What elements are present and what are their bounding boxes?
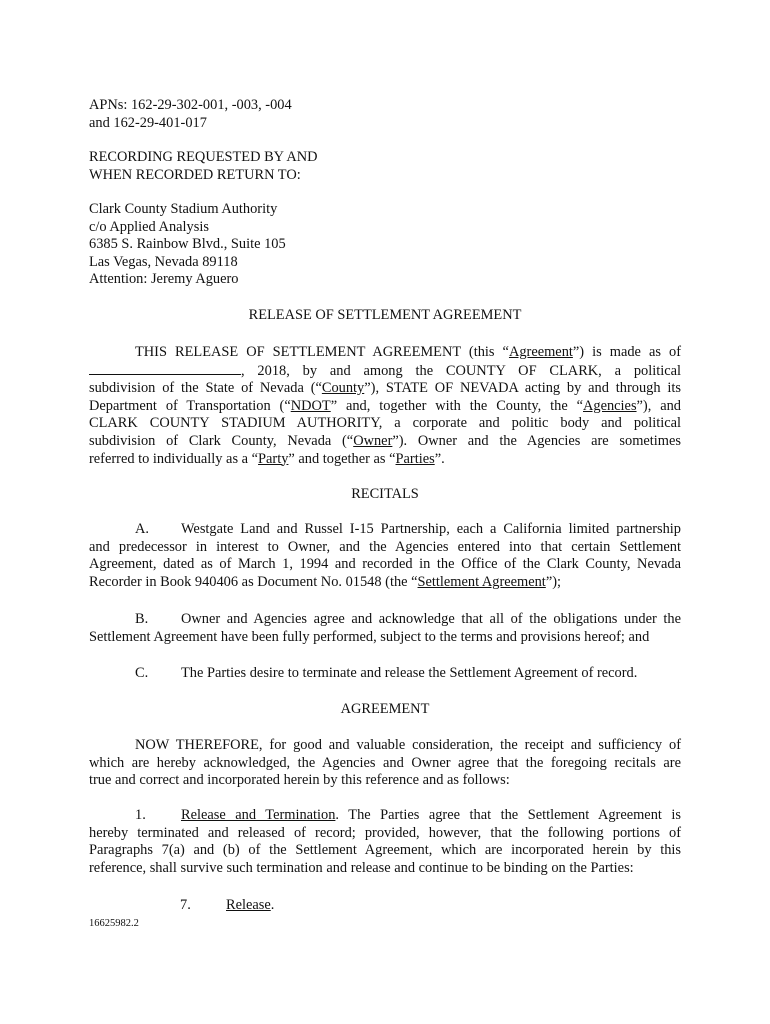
intro-line-7: referred to individually as a “Party” and together as “Parties”. <box>89 450 445 467</box>
intro-line-5: CLARK COUNTY STADIUM AUTHORITY, a corporate and politic body and political <box>89 415 681 432</box>
intro-paragraph <box>89 344 681 468</box>
recital-a-line-2: and predecessor in interest to Owner, and the Agencies entered into that certain Settlement <box>89 538 681 555</box>
intro-line-6: subdivision of Clark County, Nevada (“Owner”). Owner and the Agencies are sometimes <box>89 432 681 449</box>
recital-a-line-1: A. Westgate Land and Russel I-15 Partnership, each a California limited partnership <box>135 521 681 537</box>
defined-term-party: Party <box>258 450 289 467</box>
address-line: Las Vegas, Nevada 89118 <box>89 253 238 270</box>
recording-line-2: WHEN RECORDED RETURN TO: <box>89 166 301 183</box>
recital-b <box>89 611 681 646</box>
now-therefore-line-1: NOW THEREFORE, for good and valuable consideration, the receipt and sufficiency of <box>135 737 681 753</box>
address-line: Attention: Jeremy Aguero <box>89 271 239 288</box>
section-7-line: 7. Release. <box>180 897 275 913</box>
section-7-title: Release <box>226 897 271 913</box>
recital-c <box>89 665 681 683</box>
address-line: Clark County Stadium Authority <box>89 201 278 217</box>
recital-c-line-1: C. The Parties desire to terminate and release the Settlement Agreement of record. <box>135 665 638 681</box>
defined-term-owner: Owner <box>353 432 393 449</box>
recital-a-line-3: Agreement, dated as of March 1, 1994 and recorded in the Office of the Clark County, Nevada <box>89 556 681 573</box>
now-therefore-line-2: which are hereby acknowledged, the Agencies and Owner agree that the foregoing recitals are <box>89 754 681 771</box>
recital-c-marker: C. <box>135 665 149 681</box>
intro-line-2: , 2018, by and among the COUNTY OF CLARK, a political <box>89 362 681 381</box>
recording-line-1: RECORDING REQUESTED BY AND <box>89 149 318 165</box>
document-id: 16625982.2 <box>89 918 139 929</box>
defined-term-ndot: NDOT <box>290 397 331 414</box>
defined-term-agreement: Agreement <box>508 344 573 360</box>
recital-a-marker: A. <box>135 521 149 537</box>
recital-b-line-2: Settlement Agreement have been fully performed, subject to the terms and provisions hereof; and <box>89 628 650 645</box>
section-1-line-2: hereby terminated and released of record; provided, however, that the following portions of <box>89 824 681 841</box>
intro-line-1: THIS RELEASE OF SETTLEMENT AGREEMENT (this “Agreement”) is made as of <box>135 344 682 360</box>
return-address <box>89 201 681 289</box>
section-1-line-1: 1. Release and Termination. The Parties agree that the Settlement Agreement is <box>135 807 681 823</box>
section-1 <box>89 807 681 877</box>
apn-line-1: APNs: 162-29-302-001, -003, -004 <box>89 97 292 113</box>
defined-term-county: County <box>321 380 365 397</box>
section-1-marker: 1. <box>135 807 146 823</box>
defined-term-parties: Parties <box>395 450 435 467</box>
document-title: RELEASE OF SETTLEMENT AGREEMENT <box>248 307 522 323</box>
intro-line-4: Department of Transportation (“NDOT” and, together with the County, the “Agencies”), and <box>89 397 681 414</box>
apn-block <box>89 97 681 132</box>
now-therefore-line-3: true and correct and incorporated herein by this reference and as follows: <box>89 772 510 789</box>
apn-line-2: and 162-29-401-017 <box>89 114 207 131</box>
recital-b-marker: B. <box>135 611 149 627</box>
date-blank <box>89 362 241 375</box>
section-7-marker: 7. <box>180 897 191 913</box>
defined-term-settlement-agreement: Settlement Agreement <box>417 573 546 590</box>
recital-a-line-4: Recorder in Book 940406 as Document No. 01548 (the “Settlement Agreement”); <box>89 573 561 590</box>
recording-block <box>89 149 681 184</box>
recital-a <box>89 521 681 591</box>
section-1-line-3: Paragraphs 7(a) and (b) of the Settlement Agreement, which are incorporated herein by this <box>89 842 681 859</box>
section-1-title: Release and Termination <box>181 807 336 823</box>
section-7 <box>89 897 681 915</box>
defined-term-agencies: Agencies <box>583 397 637 414</box>
address-line: c/o Applied Analysis <box>89 218 209 235</box>
section-1-line-4: reference, shall survive such termination and release and continue to be binding on the Parties: <box>89 859 634 876</box>
now-therefore-paragraph <box>89 737 681 790</box>
recitals-heading: RECITALS <box>351 486 419 502</box>
address-line: 6385 S. Rainbow Blvd., Suite 105 <box>89 236 286 253</box>
recital-b-line-1: B. Owner and Agencies agree and acknowledge that all of the obligations under the <box>135 611 681 627</box>
agreement-heading: AGREEMENT <box>340 701 430 717</box>
intro-line-3: subdivision of the State of Nevada (“County”), STATE OF NEVADA acting by and through its <box>89 380 681 397</box>
